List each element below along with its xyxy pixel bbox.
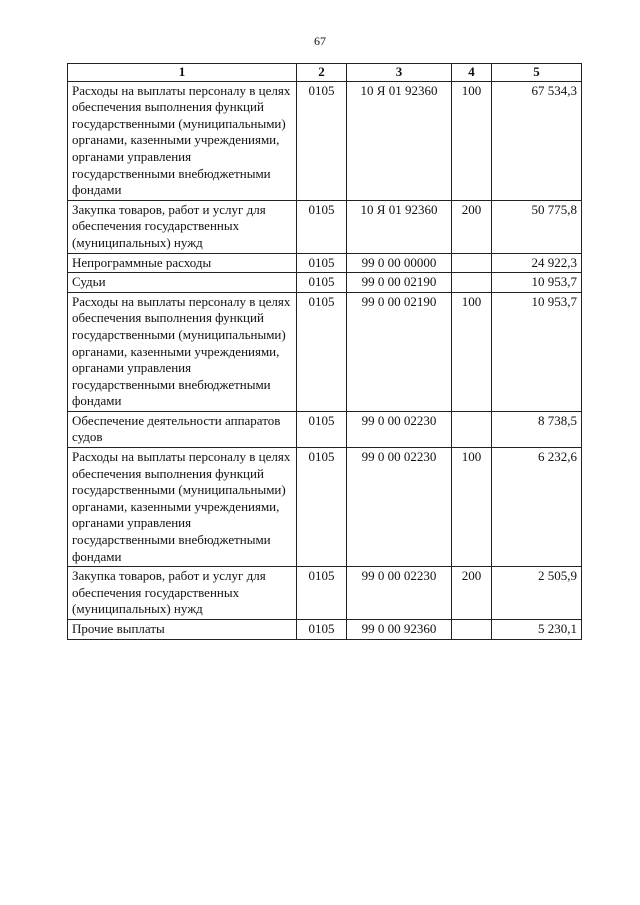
- expense-name: Обеспечение деятельности аппаратов судов: [68, 411, 297, 447]
- expense-type-code: 100: [452, 292, 492, 411]
- column-header: 2: [297, 64, 347, 82]
- table-row: [68, 200, 582, 253]
- table-row: [68, 448, 582, 567]
- table-row: [68, 292, 582, 411]
- amount: 10 953,7: [492, 292, 582, 411]
- column-header: 3: [347, 64, 452, 82]
- expense-name: Расходы на выплаты персоналу в целях обеспечения выполнения функций государственными (муниципальными) органами, казенными учреждениями, органами управления государственными внебюджетными фондами: [68, 292, 297, 411]
- expense-type-code: 200: [452, 567, 492, 620]
- table-row: [68, 253, 582, 273]
- header-row: [68, 64, 582, 82]
- expense-name: Прочие выплаты: [68, 620, 297, 640]
- table-row: [68, 273, 582, 293]
- budget-table: [67, 63, 582, 640]
- amount: 6 232,6: [492, 448, 582, 567]
- table-row: [68, 567, 582, 620]
- expense-name: Судьи: [68, 273, 297, 293]
- column-header: 4: [452, 64, 492, 82]
- amount: 10 953,7: [492, 273, 582, 293]
- section-code: 0105: [297, 567, 347, 620]
- amount: 50 775,8: [492, 200, 582, 253]
- expense-type-code: [452, 411, 492, 447]
- target-article-code: 10 Я 01 92360: [347, 81, 452, 200]
- column-header: 5: [492, 64, 582, 82]
- amount: 8 738,5: [492, 411, 582, 447]
- expense-name: Закупка товаров, работ и услуг для обеспечения государственных (муниципальных) нужд: [68, 567, 297, 620]
- target-article-code: 99 0 00 00000: [347, 253, 452, 273]
- amount: 2 505,9: [492, 567, 582, 620]
- amount: 67 534,3: [492, 81, 582, 200]
- section-code: 0105: [297, 620, 347, 640]
- target-article-code: 99 0 00 02230: [347, 411, 452, 447]
- target-article-code: 10 Я 01 92360: [347, 200, 452, 253]
- target-article-code: 99 0 00 02230: [347, 448, 452, 567]
- expense-type-code: 100: [452, 81, 492, 200]
- target-article-code: 99 0 00 92360: [347, 620, 452, 640]
- amount: 24 922,3: [492, 253, 582, 273]
- target-article-code: 99 0 00 02190: [347, 292, 452, 411]
- section-code: 0105: [297, 411, 347, 447]
- expense-type-code: [452, 253, 492, 273]
- table-row: [68, 81, 582, 200]
- expense-name: Расходы на выплаты персоналу в целях обеспечения выполнения функций государственными (муниципальными) органами, казенными учреждениями, органами управления государственными внебюджетными фондами: [68, 448, 297, 567]
- section-code: 0105: [297, 292, 347, 411]
- amount: 5 230,1: [492, 620, 582, 640]
- column-header: 1: [68, 64, 297, 82]
- expense-type-code: [452, 273, 492, 293]
- section-code: 0105: [297, 273, 347, 293]
- table-row: [68, 620, 582, 640]
- target-article-code: 99 0 00 02190: [347, 273, 452, 293]
- table-row: [68, 411, 582, 447]
- section-code: 0105: [297, 448, 347, 567]
- section-code: 0105: [297, 200, 347, 253]
- expense-type-code: 200: [452, 200, 492, 253]
- target-article-code: 99 0 00 02230: [347, 567, 452, 620]
- expense-type-code: 100: [452, 448, 492, 567]
- expense-name: Расходы на выплаты персоналу в целях обеспечения выполнения функций государственными (муниципальными) органами, казенными учреждениями, органами управления государственными внебюджетными фондами: [68, 81, 297, 200]
- section-code: 0105: [297, 253, 347, 273]
- section-code: 0105: [297, 81, 347, 200]
- page-number: 67: [314, 34, 326, 48]
- expense-type-code: [452, 620, 492, 640]
- expense-name: Непрограммные расходы: [68, 253, 297, 273]
- expense-name: Закупка товаров, работ и услуг для обеспечения государственных (муниципальных) нужд: [68, 200, 297, 253]
